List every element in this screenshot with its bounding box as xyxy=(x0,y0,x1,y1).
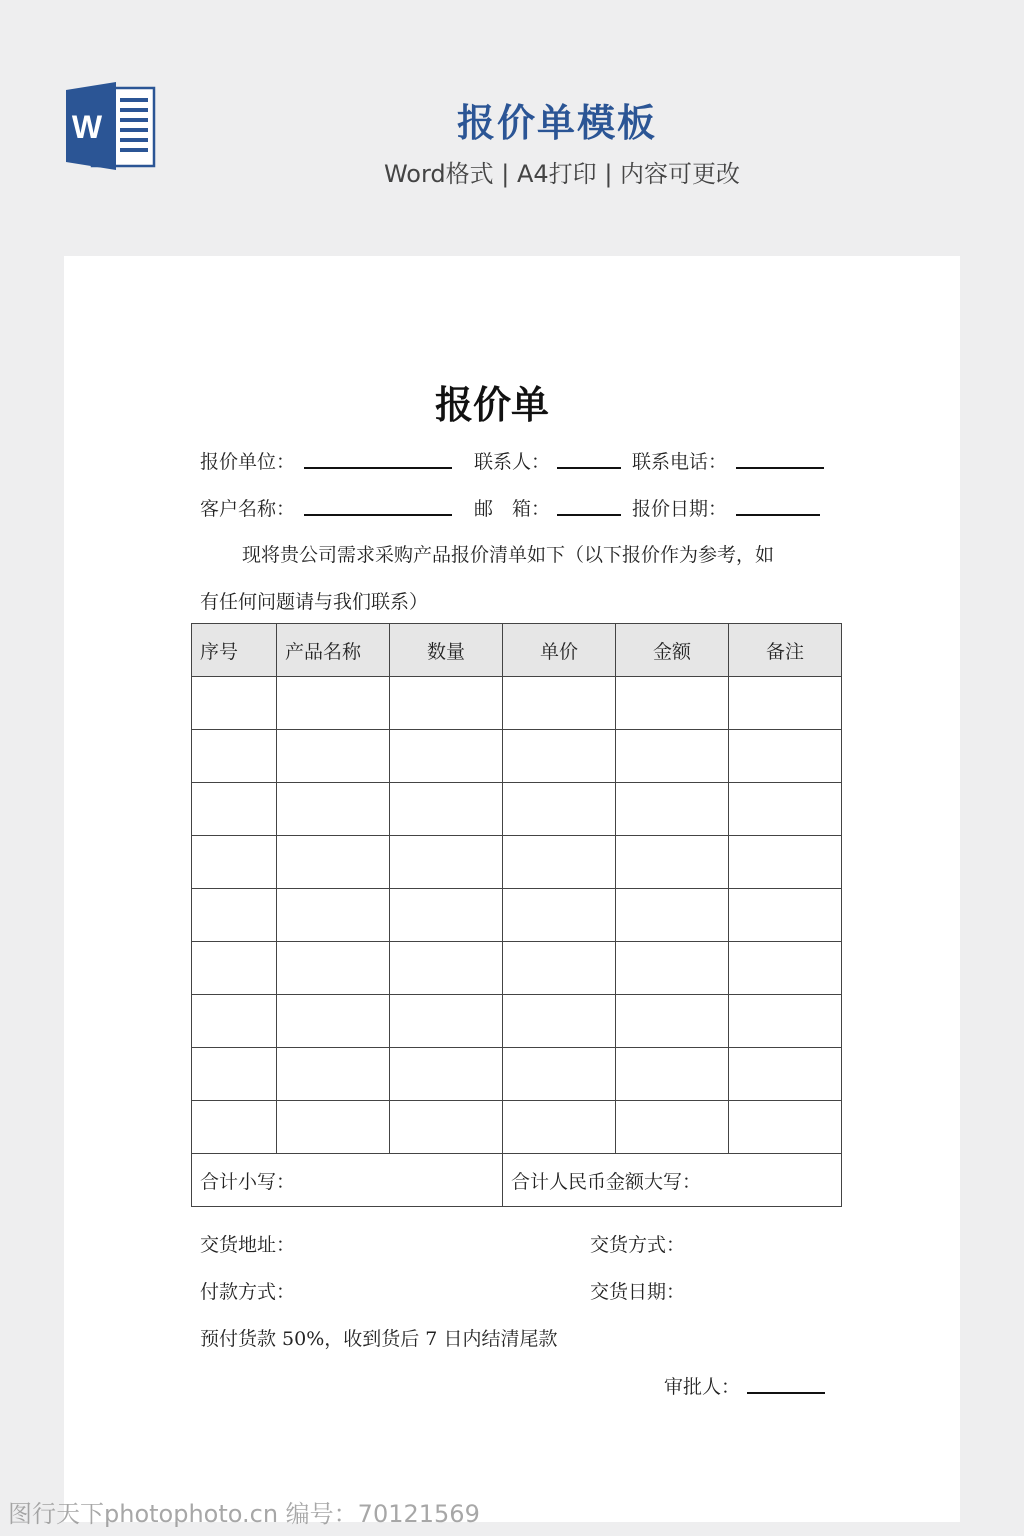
table-cell[interactable] xyxy=(729,995,842,1048)
table-cell[interactable] xyxy=(616,1101,729,1154)
header-index: 序号 xyxy=(192,624,277,677)
total-rmb-uppercase-cell[interactable]: 合计人民币金额大写： xyxy=(503,1154,842,1207)
table-cell[interactable] xyxy=(277,942,390,995)
table-cell[interactable] xyxy=(192,889,277,942)
quote-date-field[interactable] xyxy=(736,514,820,516)
table-cell[interactable] xyxy=(616,1048,729,1101)
delivery-date-label: 交货日期： xyxy=(590,1281,686,1303)
header-product-name: 产品名称 xyxy=(277,624,390,677)
table-cell[interactable] xyxy=(192,836,277,889)
client-name-label: 客户名称： xyxy=(200,498,296,520)
banner-subtitle: Word格式 | A4打印 | 内容可更改 xyxy=(383,160,741,188)
table-cell[interactable] xyxy=(503,1048,616,1101)
table-cell[interactable] xyxy=(616,783,729,836)
table-cell[interactable] xyxy=(277,1048,390,1101)
table-cell[interactable] xyxy=(390,889,503,942)
table-cell[interactable] xyxy=(192,730,277,783)
table-cell[interactable] xyxy=(503,836,616,889)
table-cell[interactable] xyxy=(390,730,503,783)
table-cell[interactable] xyxy=(390,677,503,730)
payment-method-label: 付款方式： xyxy=(200,1281,296,1303)
table-cell[interactable] xyxy=(503,783,616,836)
table-cell[interactable] xyxy=(277,677,390,730)
table-cell[interactable] xyxy=(503,995,616,1048)
delivery-method-label: 交货方式： xyxy=(590,1234,686,1256)
header-remarks: 备注 xyxy=(729,624,842,677)
intro-line-1: 现将贵公司需求采购产品报价清单如下（以下报价作为参考，如 xyxy=(242,544,775,566)
table-cell[interactable] xyxy=(729,1101,842,1154)
table-row xyxy=(192,783,842,836)
document-page xyxy=(64,256,960,1522)
table-cell[interactable] xyxy=(616,889,729,942)
table-header-row xyxy=(192,624,842,677)
table-cell[interactable] xyxy=(192,783,277,836)
header-unit-price: 单价 xyxy=(503,624,616,677)
table-row xyxy=(192,942,842,995)
table-row xyxy=(192,995,842,1048)
table-cell[interactable] xyxy=(616,730,729,783)
table-row xyxy=(192,889,842,942)
table-cell[interactable] xyxy=(503,942,616,995)
table-cell[interactable] xyxy=(503,677,616,730)
header-quantity: 数量 xyxy=(390,624,503,677)
table-cell[interactable] xyxy=(729,942,842,995)
table-cell[interactable] xyxy=(390,1048,503,1101)
table-total-row xyxy=(192,1154,842,1207)
contact-label: 联系人： xyxy=(474,451,551,473)
table-cell[interactable] xyxy=(390,1101,503,1154)
table-cell[interactable] xyxy=(192,1048,277,1101)
table-cell[interactable] xyxy=(729,889,842,942)
watermark: 图行天下photophoto.cn 编号：70121569 xyxy=(8,1500,480,1528)
table-cell[interactable] xyxy=(729,1048,842,1101)
quote-unit-field[interactable] xyxy=(304,467,452,469)
table-cell[interactable] xyxy=(390,942,503,995)
approver-field[interactable] xyxy=(747,1392,825,1394)
table-cell[interactable] xyxy=(277,783,390,836)
table-cell[interactable] xyxy=(616,836,729,889)
quote-unit-label: 报价单位： xyxy=(200,451,296,473)
delivery-address-label: 交货地址： xyxy=(200,1234,296,1256)
header-amount: 金额 xyxy=(616,624,729,677)
svg-text:W: W xyxy=(71,109,103,145)
email-field[interactable] xyxy=(557,514,621,516)
table-cell[interactable] xyxy=(390,995,503,1048)
table-cell[interactable] xyxy=(616,677,729,730)
payment-terms: 预付货款 50%，收到货后 7 日内结清尾款 xyxy=(200,1328,558,1350)
quote-table xyxy=(191,623,842,1207)
total-lowercase-cell[interactable]: 合计小写： xyxy=(192,1154,503,1207)
table-row xyxy=(192,677,842,730)
table-cell[interactable] xyxy=(277,730,390,783)
table-cell[interactable] xyxy=(192,942,277,995)
phone-field[interactable] xyxy=(736,467,824,469)
table-cell[interactable] xyxy=(729,783,842,836)
table-cell[interactable] xyxy=(729,677,842,730)
contact-field[interactable] xyxy=(557,467,621,469)
table-cell[interactable] xyxy=(616,942,729,995)
table-row xyxy=(192,1101,842,1154)
table-cell[interactable] xyxy=(192,1101,277,1154)
table-cell[interactable] xyxy=(277,836,390,889)
table-cell[interactable] xyxy=(192,995,277,1048)
table-cell[interactable] xyxy=(277,1101,390,1154)
email-label: 邮 箱： xyxy=(474,498,551,520)
intro-line-2: 有任何问题请与我们联系） xyxy=(200,591,429,613)
banner-title: 报价单模板 xyxy=(456,101,657,145)
table-row xyxy=(192,1048,842,1101)
table-cell[interactable] xyxy=(277,889,390,942)
quote-date-label: 报价日期： xyxy=(632,498,728,520)
table-cell[interactable] xyxy=(729,730,842,783)
table-cell[interactable] xyxy=(616,995,729,1048)
client-name-field[interactable] xyxy=(304,514,452,516)
table-row xyxy=(192,836,842,889)
table-cell[interactable] xyxy=(503,889,616,942)
phone-label: 联系电话： xyxy=(632,451,728,473)
document-title: 报价单 xyxy=(434,382,549,427)
table-cell[interactable] xyxy=(503,730,616,783)
table-cell[interactable] xyxy=(277,995,390,1048)
table-cell[interactable] xyxy=(503,1101,616,1154)
table-row xyxy=(192,730,842,783)
table-cell[interactable] xyxy=(729,836,842,889)
table-cell[interactable] xyxy=(192,677,277,730)
table-cell[interactable] xyxy=(390,836,503,889)
approver-label: 审批人： xyxy=(664,1376,741,1398)
table-cell[interactable] xyxy=(390,783,503,836)
